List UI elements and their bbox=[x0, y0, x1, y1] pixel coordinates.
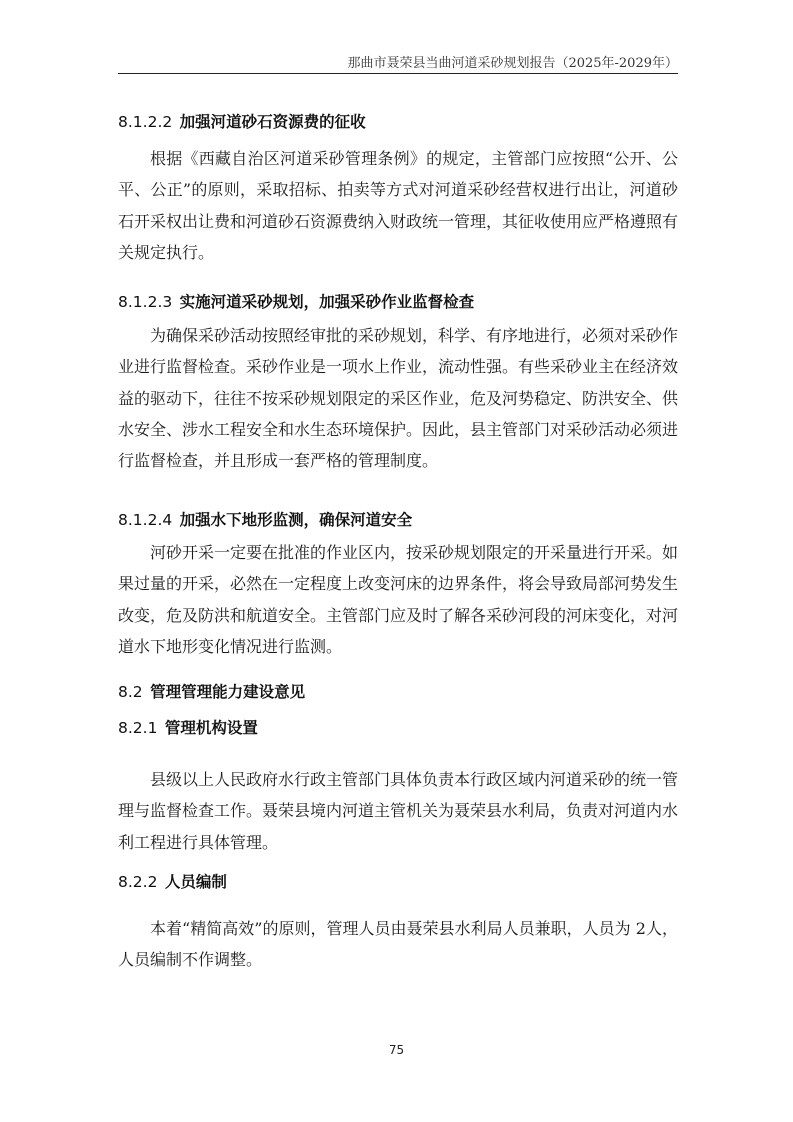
heading-title: 管理机构设置 bbox=[164, 719, 258, 737]
running-header: 那曲市聂荣县当曲河道采砂规划报告（2025年-2029年） bbox=[347, 56, 678, 71]
heading-title: 管理管理能力建设意见 bbox=[150, 683, 306, 701]
heading-number: 8.2.1 bbox=[118, 719, 158, 737]
heading-title: 加强水下地形监测，确保河道安全 bbox=[179, 511, 413, 529]
heading-title: 实施河道采砂规划，加强采砂作业监督检查 bbox=[179, 293, 475, 311]
heading-8-2 bbox=[118, 680, 305, 702]
header-divider bbox=[118, 73, 678, 74]
heading-8-1-2-3 bbox=[118, 290, 474, 312]
paragraph-8-1-2-4: 河砂开采一定要在批准的作业区内，按采砂规划限定的开采量进行开采。如果过量的开采，必然在一定程度上改变河床的边界条件，将会导致局部河势发生改变，危及防洪和航道安全。主管部门应及时了解各采砂河段的河床变化，对河道水下地形变化情况进行监测。 bbox=[118, 543, 679, 656]
heading-number: 8.2.2 bbox=[118, 873, 158, 891]
heading-8-2-2 bbox=[118, 870, 227, 892]
heading-number: 8.1.2.2 bbox=[118, 113, 173, 131]
heading-title: 人员编制 bbox=[164, 873, 227, 891]
heading-8-2-1 bbox=[118, 716, 258, 738]
heading-8-1-2-2 bbox=[118, 110, 366, 132]
paragraph-8-1-2-2: 根据《西藏自治区河道采砂管理条例》的规定，主管部门应按照“公开、公平、公正”的原则，采取招标、拍卖等方式对河道采砂经营权进行出让，河道砂石开采权出让费和河道砂石资源费纳入财政统一管理，其征收使用应严格遵照有关规定执行。 bbox=[118, 149, 679, 262]
heading-number: 8.1.2.3 bbox=[118, 293, 173, 311]
heading-number: 8.2 bbox=[118, 683, 143, 701]
heading-8-1-2-4 bbox=[118, 508, 412, 530]
heading-title: 加强河道砂石资源费的征收 bbox=[179, 113, 366, 131]
paragraph-8-2-2: 本着“精简高效”的原则，管理人员由聂荣县水利局人员兼职，人员为 2人，人员编制不作调整。 bbox=[118, 919, 678, 970]
heading-number: 8.1.2.4 bbox=[118, 511, 173, 529]
paragraph-8-2-1: 县级以上人民政府水行政主管部门具体负责本行政区域内河道采砂的统一管理与监督检查工作。聂荣县境内河道主管机关为聂荣县水利局，负责对河道内水利工程进行具体管理。 bbox=[118, 770, 679, 852]
page-number: 75 bbox=[388, 1043, 405, 1057]
paragraph-8-1-2-3: 为确保采砂活动按照经审批的采砂规划，科学、有序地进行，必须对采砂作业进行监督检查。采砂作业是一项水上作业，流动性强。有些采砂业主在经济效益的驱动下，往往不按采砂规划限定的采区作业，危及河势稳定、防洪安全、供水安全、涉水工程安全和水生态环境保护。因此，县主管部门对采砂活动必须进行监督检查，并且形成一套严格的管理制度。 bbox=[118, 326, 679, 471]
